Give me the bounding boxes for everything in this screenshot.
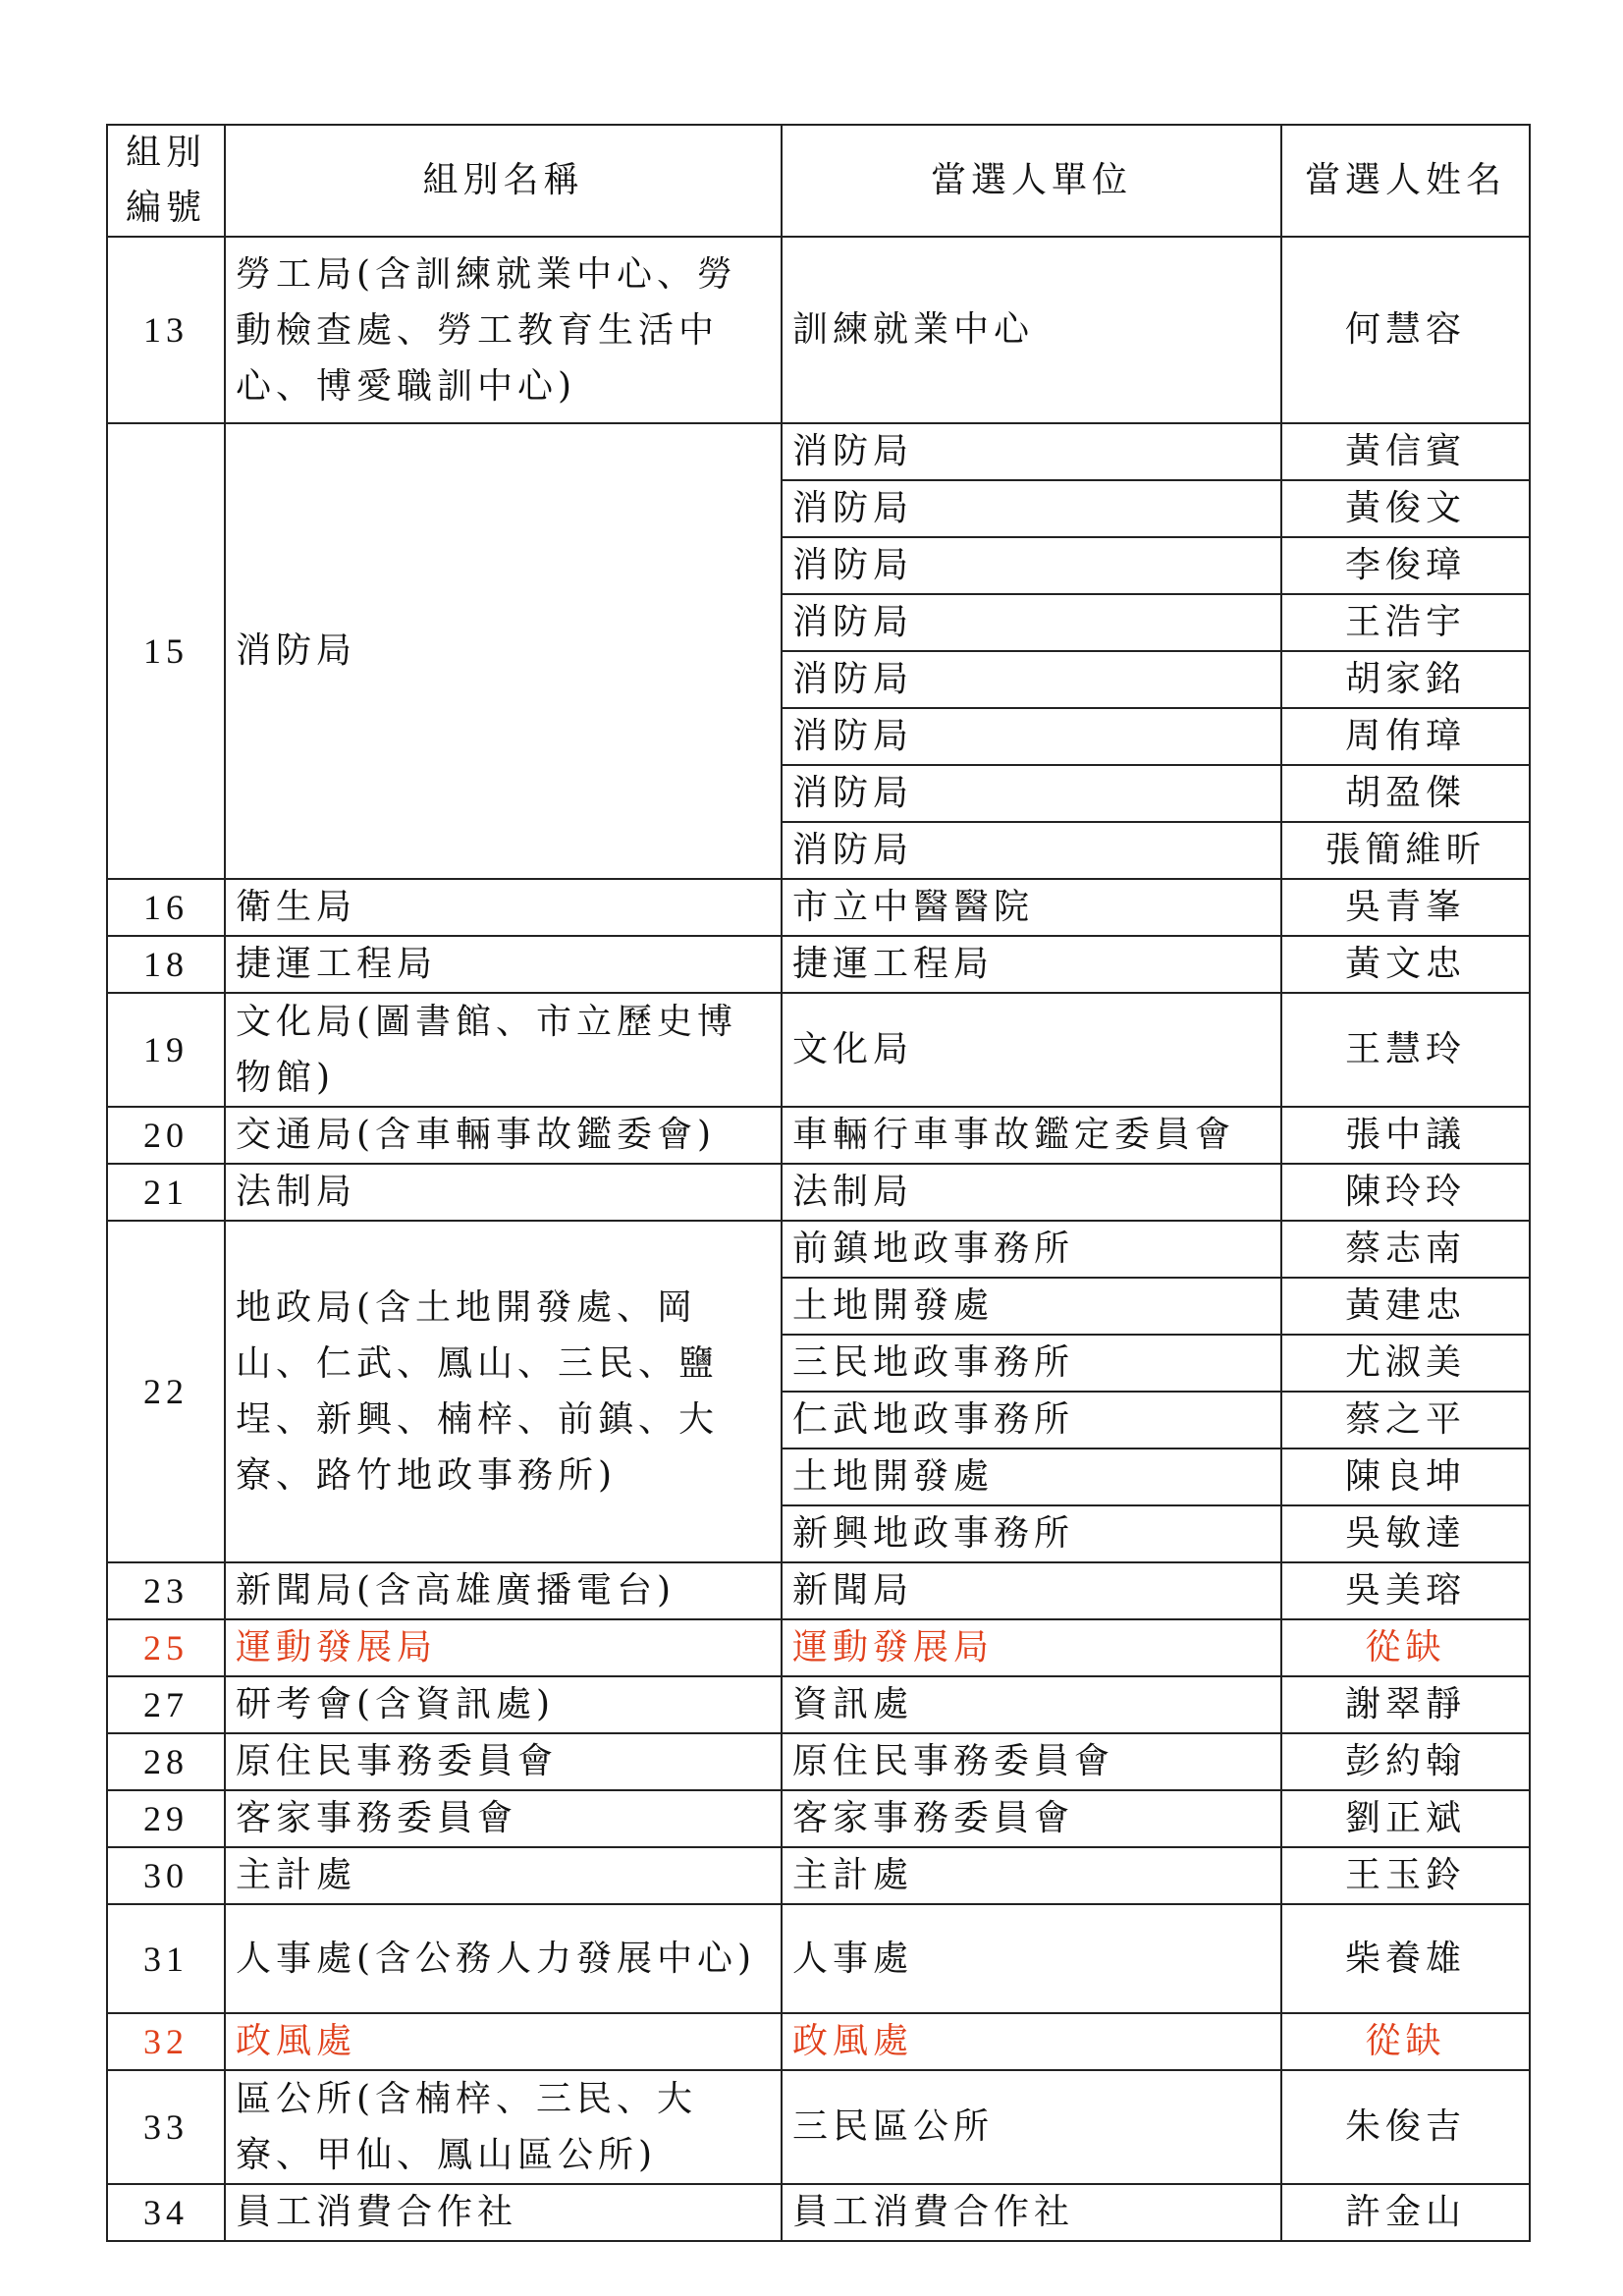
elected-name-cell: 朱俊吉 bbox=[1281, 2070, 1530, 2184]
group-name-cell: 勞工局(含訓練就業中心、勞動檢查處、勞工教育生活中心、博愛職訓中心) bbox=[225, 237, 782, 423]
table-row bbox=[107, 2013, 1530, 2070]
group-name-cell: 員工消費合作社 bbox=[225, 2184, 782, 2241]
group-number-cell: 29 bbox=[107, 1790, 225, 1847]
group-name-cell: 區公所(含楠梓、三民、大寮、甲仙、鳳山區公所) bbox=[225, 2070, 782, 2184]
elected-name-cell: 從缺 bbox=[1281, 2013, 1530, 2070]
group-number-cell: 16 bbox=[107, 879, 225, 936]
elected-unit-cell: 消防局 bbox=[782, 765, 1281, 822]
group-name-cell: 法制局 bbox=[225, 1164, 782, 1221]
elected-unit-cell: 新聞局 bbox=[782, 1562, 1281, 1619]
elected-name-cell: 吳美瑢 bbox=[1281, 1562, 1530, 1619]
group-number-cell: 15 bbox=[107, 423, 225, 879]
table-row bbox=[107, 1847, 1530, 1904]
elected-unit-cell: 政風處 bbox=[782, 2013, 1281, 2070]
group-number-cell: 21 bbox=[107, 1164, 225, 1221]
elected-name-cell: 尤淑美 bbox=[1281, 1335, 1530, 1392]
header-group-no: 組別 編號 bbox=[107, 125, 225, 237]
elected-name-cell: 王浩宇 bbox=[1281, 594, 1530, 651]
elected-unit-cell: 訓練就業中心 bbox=[782, 237, 1281, 423]
table-row bbox=[107, 423, 1530, 480]
elected-name-cell: 胡家銘 bbox=[1281, 651, 1530, 708]
elected-unit-cell: 三民區公所 bbox=[782, 2070, 1281, 2184]
group-number-cell: 25 bbox=[107, 1619, 225, 1676]
elected-name-cell: 蔡志南 bbox=[1281, 1221, 1530, 1278]
group-name-cell: 客家事務委員會 bbox=[225, 1790, 782, 1847]
group-name-cell: 交通局(含車輛事故鑑委會) bbox=[225, 1107, 782, 1164]
group-number-cell: 19 bbox=[107, 993, 225, 1107]
group-name-cell: 新聞局(含高雄廣播電台) bbox=[225, 1562, 782, 1619]
election-results-table bbox=[106, 124, 1531, 2242]
table-row bbox=[107, 1107, 1530, 1164]
group-number-cell: 18 bbox=[107, 936, 225, 993]
table-row bbox=[107, 1790, 1530, 1847]
group-number-cell: 28 bbox=[107, 1733, 225, 1790]
header-group-name: 組別名稱 bbox=[225, 125, 782, 237]
group-name-cell: 運動發展局 bbox=[225, 1619, 782, 1676]
elected-unit-cell: 三民地政事務所 bbox=[782, 1335, 1281, 1392]
elected-unit-cell: 消防局 bbox=[782, 423, 1281, 480]
elected-name-cell: 蔡之平 bbox=[1281, 1392, 1530, 1449]
group-number-cell: 34 bbox=[107, 2184, 225, 2241]
table-row bbox=[107, 879, 1530, 936]
header-name: 當選人姓名 bbox=[1281, 125, 1530, 237]
elected-unit-cell: 仁武地政事務所 bbox=[782, 1392, 1281, 1449]
elected-name-cell: 王玉鈴 bbox=[1281, 1847, 1530, 1904]
elected-unit-cell: 新興地政事務所 bbox=[782, 1505, 1281, 1562]
elected-name-cell: 黃信賓 bbox=[1281, 423, 1530, 480]
elected-name-cell: 張中議 bbox=[1281, 1107, 1530, 1164]
group-number-cell: 31 bbox=[107, 1904, 225, 2013]
elected-name-cell: 黃建忠 bbox=[1281, 1278, 1530, 1335]
group-name-cell: 原住民事務委員會 bbox=[225, 1733, 782, 1790]
elected-name-cell: 陳玲玲 bbox=[1281, 1164, 1530, 1221]
elected-name-cell: 胡盈傑 bbox=[1281, 765, 1530, 822]
elected-name-cell: 從缺 bbox=[1281, 1619, 1530, 1676]
elected-unit-cell: 消防局 bbox=[782, 708, 1281, 765]
group-number-cell: 22 bbox=[107, 1221, 225, 1562]
elected-name-cell: 柴養雄 bbox=[1281, 1904, 1530, 2013]
elected-name-cell: 李俊璋 bbox=[1281, 537, 1530, 594]
group-number-cell: 13 bbox=[107, 237, 225, 423]
elected-name-cell: 張簡維昕 bbox=[1281, 822, 1530, 879]
table-row bbox=[107, 1733, 1530, 1790]
elected-unit-cell: 消防局 bbox=[782, 537, 1281, 594]
elected-name-cell: 彭約翰 bbox=[1281, 1733, 1530, 1790]
header-row bbox=[107, 125, 1530, 237]
table-row bbox=[107, 1562, 1530, 1619]
group-name-cell: 主計處 bbox=[225, 1847, 782, 1904]
elected-unit-cell: 車輛行車事故鑑定委員會 bbox=[782, 1107, 1281, 1164]
elected-unit-cell: 員工消費合作社 bbox=[782, 2184, 1281, 2241]
group-name-cell: 衛生局 bbox=[225, 879, 782, 936]
elected-unit-cell: 文化局 bbox=[782, 993, 1281, 1107]
table-body bbox=[107, 237, 1530, 2241]
elected-unit-cell: 土地開發處 bbox=[782, 1278, 1281, 1335]
elected-unit-cell: 主計處 bbox=[782, 1847, 1281, 1904]
group-number-cell: 20 bbox=[107, 1107, 225, 1164]
elected-unit-cell: 人事處 bbox=[782, 1904, 1281, 2013]
group-name-cell: 捷運工程局 bbox=[225, 936, 782, 993]
group-name-cell: 政風處 bbox=[225, 2013, 782, 2070]
group-name-cell: 文化局(圖書館、市立歷史博物館) bbox=[225, 993, 782, 1107]
elected-name-cell: 謝翠靜 bbox=[1281, 1676, 1530, 1733]
table-row bbox=[107, 2070, 1530, 2184]
elected-unit-cell: 消防局 bbox=[782, 651, 1281, 708]
elected-unit-cell: 捷運工程局 bbox=[782, 936, 1281, 993]
table-row bbox=[107, 1221, 1530, 1278]
group-name-cell: 人事處(含公務人力發展中心) bbox=[225, 1904, 782, 2013]
group-name-cell: 消防局 bbox=[225, 423, 782, 879]
elected-unit-cell: 消防局 bbox=[782, 822, 1281, 879]
elected-name-cell: 陳良坤 bbox=[1281, 1449, 1530, 1505]
table-row bbox=[107, 1904, 1530, 2013]
elected-unit-cell: 運動發展局 bbox=[782, 1619, 1281, 1676]
elected-unit-cell: 消防局 bbox=[782, 594, 1281, 651]
table-row bbox=[107, 237, 1530, 423]
group-name-cell: 研考會(含資訊處) bbox=[225, 1676, 782, 1733]
elected-unit-cell: 原住民事務委員會 bbox=[782, 1733, 1281, 1790]
elected-name-cell: 劉正斌 bbox=[1281, 1790, 1530, 1847]
table-row bbox=[107, 2184, 1530, 2241]
table-row bbox=[107, 1164, 1530, 1221]
table-row bbox=[107, 936, 1530, 993]
elected-name-cell: 吳敏達 bbox=[1281, 1505, 1530, 1562]
group-number-cell: 27 bbox=[107, 1676, 225, 1733]
table-row bbox=[107, 1619, 1530, 1676]
elected-unit-cell: 消防局 bbox=[782, 480, 1281, 537]
elected-unit-cell: 土地開發處 bbox=[782, 1449, 1281, 1505]
elected-name-cell: 何慧容 bbox=[1281, 237, 1530, 423]
header-unit: 當選人單位 bbox=[782, 125, 1281, 237]
group-number-cell: 23 bbox=[107, 1562, 225, 1619]
elected-unit-cell: 前鎮地政事務所 bbox=[782, 1221, 1281, 1278]
table-row bbox=[107, 1676, 1530, 1733]
table-row bbox=[107, 993, 1530, 1107]
elected-unit-cell: 市立中醫醫院 bbox=[782, 879, 1281, 936]
elected-unit-cell: 客家事務委員會 bbox=[782, 1790, 1281, 1847]
elected-unit-cell: 法制局 bbox=[782, 1164, 1281, 1221]
group-number-cell: 32 bbox=[107, 2013, 225, 2070]
group-number-cell: 33 bbox=[107, 2070, 225, 2184]
group-name-cell: 地政局(含土地開發處、岡山、仁武、鳳山、三民、鹽埕、新興、楠梓、前鎮、大寮、路竹地政事務所) bbox=[225, 1221, 782, 1562]
elected-name-cell: 黃俊文 bbox=[1281, 480, 1530, 537]
elected-name-cell: 周侑璋 bbox=[1281, 708, 1530, 765]
elected-unit-cell: 資訊處 bbox=[782, 1676, 1281, 1733]
elected-name-cell: 黃文忠 bbox=[1281, 936, 1530, 993]
elected-name-cell: 王慧玲 bbox=[1281, 993, 1530, 1107]
elected-name-cell: 吳青峯 bbox=[1281, 879, 1530, 936]
elected-name-cell: 許金山 bbox=[1281, 2184, 1530, 2241]
group-number-cell: 30 bbox=[107, 1847, 225, 1904]
